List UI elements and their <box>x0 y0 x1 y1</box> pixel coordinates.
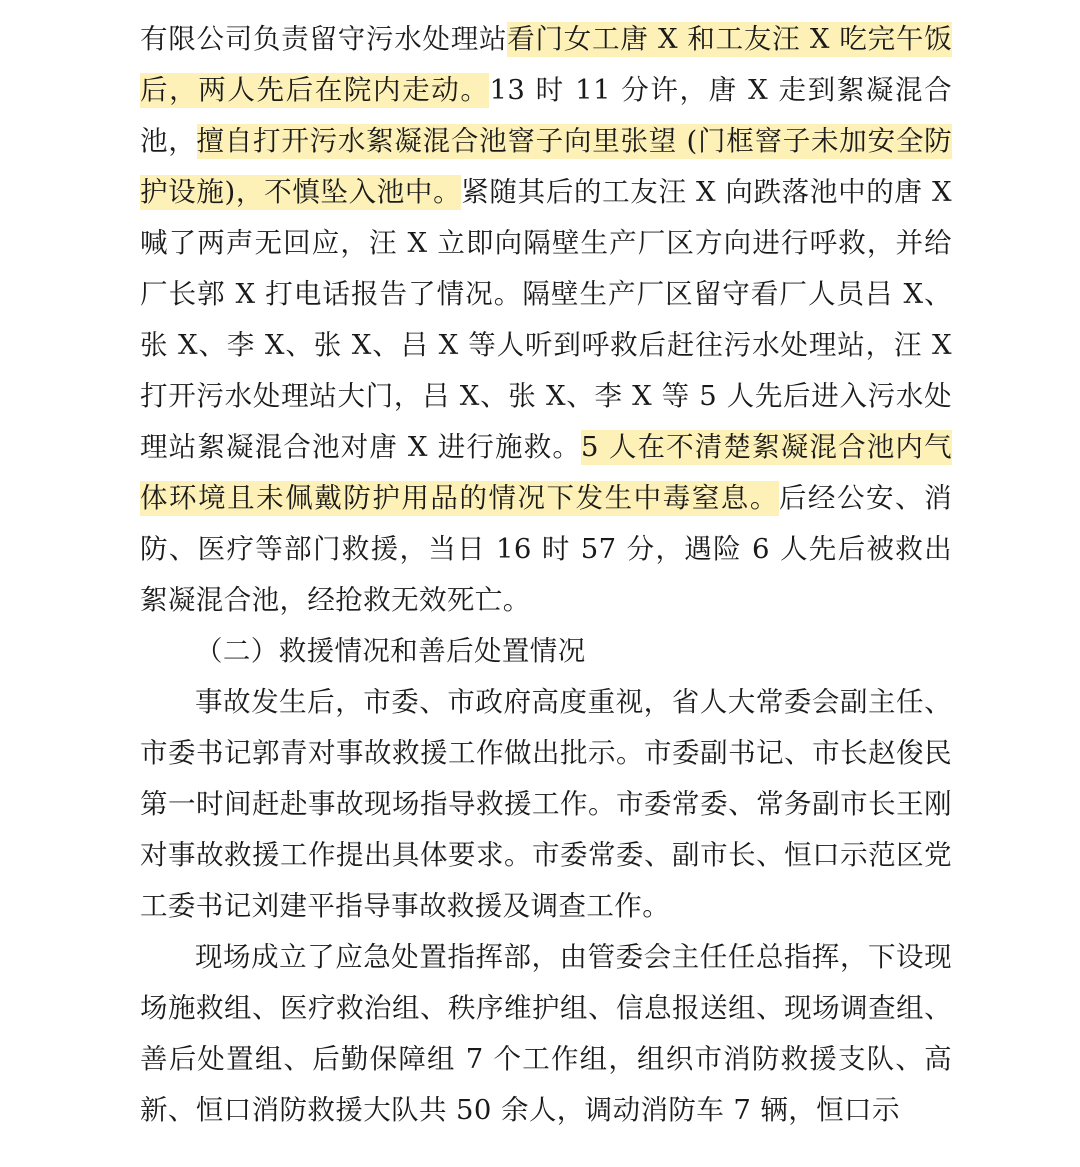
body-text: 紧随其后的工友汪 X 向跌落池中的唐 X 喊了两声无回应，汪 X 立即向隔壁生产厂区方向进行呼救，并给厂长郭 X 打电话报告了情况。隔壁生产厂区留守看厂人员吕 X、张 X、李 X、张 X、吕 X 等人听到呼救后赶往污水处理站，汪 X 打开污水处理站大门，吕 X、张 X、李 X 等 5 人先后进入污水处理站絮凝混合池对唐 X 进行施救。 <box>140 176 952 463</box>
highlighted-text: 擅自打开污水絮凝混合池窨子向里张望 (门框窨子未加安全防护设施)，不慎坠入池中。 <box>140 125 952 208</box>
para-command-setup <box>140 932 952 1136</box>
heading-rescue-section <box>140 626 952 677</box>
body-text: 现场成立了应急处置指挥部，由管委会主任任总指挥，下设现场施救组、医疗救治组、秩序维护组、信息报送组、现场调查组、善后处置组、后勤保障组 7 个工作组，组织市消防救援支队、高新、恒口消防救援大队共 50 余人，调动消防车 7 辆，恒口示 <box>140 941 952 1126</box>
body-text: 有限公司负责留守污水处理站 <box>140 23 508 55</box>
body-text: 后经公安、消防、医疗等部门救援，当日 16 时 57 分，遇险 6 人先后被救出絮凝混合池，经抢救无效死亡。 <box>140 482 952 616</box>
body-text: 事故发生后，市委、市政府高度重视，省人大常委会副主任、市委书记郭青对事故救援工作做出批示。市委副书记、市长赵俊民第一时间赶赴事故现场指导救援工作。市委常委、常务副市长王刚对事故救援工作提出具体要求。市委常委、副市长、恒口示范区党工委书记刘建平指导事故救援及调查工作。 <box>140 686 952 922</box>
highlighted-text: 5 人在不清楚絮凝混合池内气体环境且未佩戴防护用品的情况下发生中毒窒息。 <box>140 431 952 514</box>
document-body <box>140 14 952 1136</box>
body-text: 13 时 11 分许，唐 X 走到絮凝混合池， <box>140 74 952 157</box>
para-accident-description <box>140 14 952 626</box>
body-text: （二）救援情况和善后处置情况 <box>195 635 586 667</box>
highlighted-text: 看门女工唐 X 和工友汪 X 吃完午饭后，两人先后在院内走动。 <box>140 23 952 106</box>
para-leaders-response <box>140 677 952 932</box>
